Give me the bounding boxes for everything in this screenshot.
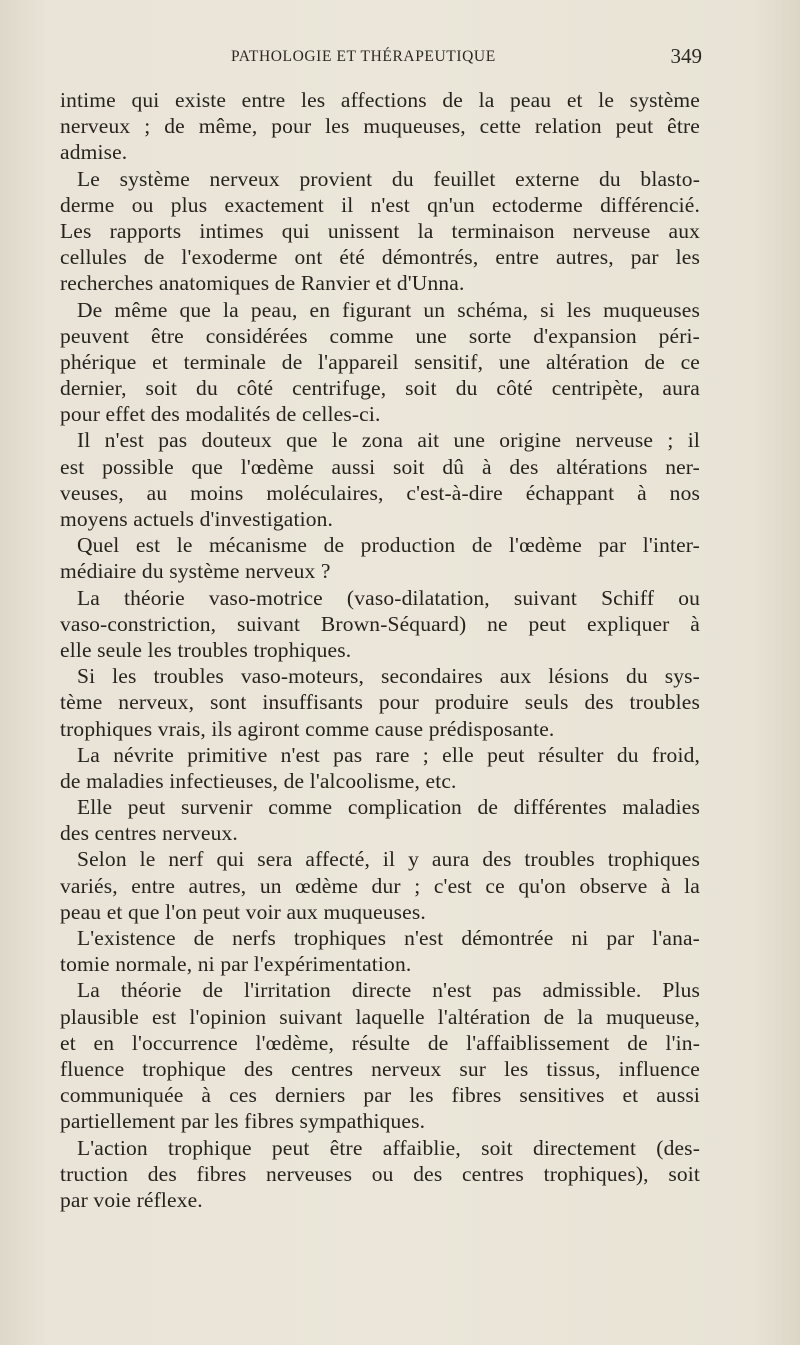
text-line: De même que la peau, en figurant un schéma, si les muqueuses: [77, 297, 700, 322]
text-line: de maladies infectieuses, de l'alcoolisme, etc.: [60, 768, 457, 793]
text-line: Si les troubles vaso-moteurs, secondaires aux lésions du sys-: [77, 664, 700, 689]
text-line: des centres nerveux.: [60, 821, 238, 846]
text-line: plausible est l'opinion suivant laquelle l'altération de la muqueuse,: [60, 1004, 700, 1029]
text-line: fluence trophique des centres nerveux sur les tissus, influence: [60, 1056, 700, 1081]
text-line: La théorie vaso-motrice (vaso-dilatation, suivant Schiff ou: [77, 585, 700, 610]
text-line: médiaire du système nerveux ?: [60, 559, 331, 584]
text-line: Quel est le mécanisme de production de l'œdème par l'inter-: [77, 533, 700, 558]
text-line: pour effet des modalités de celles-ci.: [60, 402, 381, 427]
text-line: tème nerveux, sont insuffisants pour produire seuls des troubles: [60, 690, 700, 715]
text-line: communiquée à ces derniers par les fibres sensitives et aussi: [60, 1083, 700, 1108]
text-line: Selon le nerf qui sera affecté, il y aura des troubles trophiques: [77, 847, 700, 872]
text-line: moyens actuels d'investigation.: [60, 507, 334, 531]
text-line: recherches anatomiques de Ranvier et d'Unna.: [60, 271, 465, 296]
text-line: veuses, au moins moléculaires, c'est-à-dire échappant à nos: [60, 480, 700, 505]
text-line: La névrite primitive n'est pas rare ; elle peut résulter du froid,: [77, 742, 700, 767]
text-line: derme ou plus exactement il n'est qn'un ectoderme différencié.: [60, 192, 700, 217]
text-line: Le système nerveux provient du feuillet externe du blasto-: [77, 166, 700, 191]
text-line: Les rapports intimes qui unissent la terminaison nerveuse aux: [60, 218, 700, 243]
text-line: elle seule les troubles trophiques.: [60, 637, 352, 662]
text-line: variés, entre autres, un œdème dur ; c'est ce qu'on observe à la: [60, 873, 700, 898]
text-line: admise.: [60, 140, 128, 165]
text-line: cellules de l'exoderme ont été démontrés, entre autres, par les: [60, 245, 700, 270]
text-line: partiellement par les fibres sympathiques.: [60, 1109, 426, 1134]
running-head-title: PATHOLOGIE ET THÉRAPEUTIQUE: [231, 48, 496, 65]
text-line: peau et que l'on peut voir aux muqueuses.: [60, 899, 426, 924]
text-line: intime qui existe entre les affections de la peau et le système: [60, 88, 700, 112]
text-line: et en l'occurrence l'œdème, résulte de l'affaiblissement de l'in-: [60, 1030, 700, 1055]
text-line: dernier, soit du côté centrifuge, soit du côté centripète, aura: [60, 376, 700, 401]
text-line: L'action trophique peut être affaiblie, soit directement (des-: [77, 1135, 700, 1160]
text-line: peuvent être considérées comme une sorte d'expansion péri-: [60, 323, 700, 348]
text-line: tomie normale, ni par l'expérimentation.: [60, 952, 412, 977]
running-head: [60, 44, 700, 72]
text-line: est possible que l'œdème aussi soit dû à des altérations ner-: [60, 454, 700, 479]
text-line: par voie réflexe.: [60, 1187, 203, 1212]
text-line: L'existence de nerfs trophiques n'est démontrée ni par l'ana-: [77, 926, 700, 950]
text-line: vaso-constriction, suivant Brown-Séquard) ne peut expliquer à: [60, 611, 700, 636]
body-text: [60, 87, 700, 1213]
text-line: truction des fibres nerveuses ou des centres trophiques), soit: [60, 1161, 700, 1186]
page-number: 349: [670, 44, 702, 68]
text-line: nerveux ; de même, pour les muqueuses, cette relation peut être: [60, 114, 700, 139]
text-line: Il n'est pas douteux que le zona ait une origine nerveuse ; il: [77, 428, 700, 453]
text-line: trophiques vrais, ils agiront comme cause prédisposante.: [60, 716, 555, 741]
text-line: phérique et terminale de l'appareil sensitif, une altération de ce: [60, 349, 700, 374]
text-line: Elle peut survenir comme complication de différentes maladies: [77, 795, 700, 820]
text-line: La théorie de l'irritation directe n'est pas admissible. Plus: [77, 978, 700, 1003]
